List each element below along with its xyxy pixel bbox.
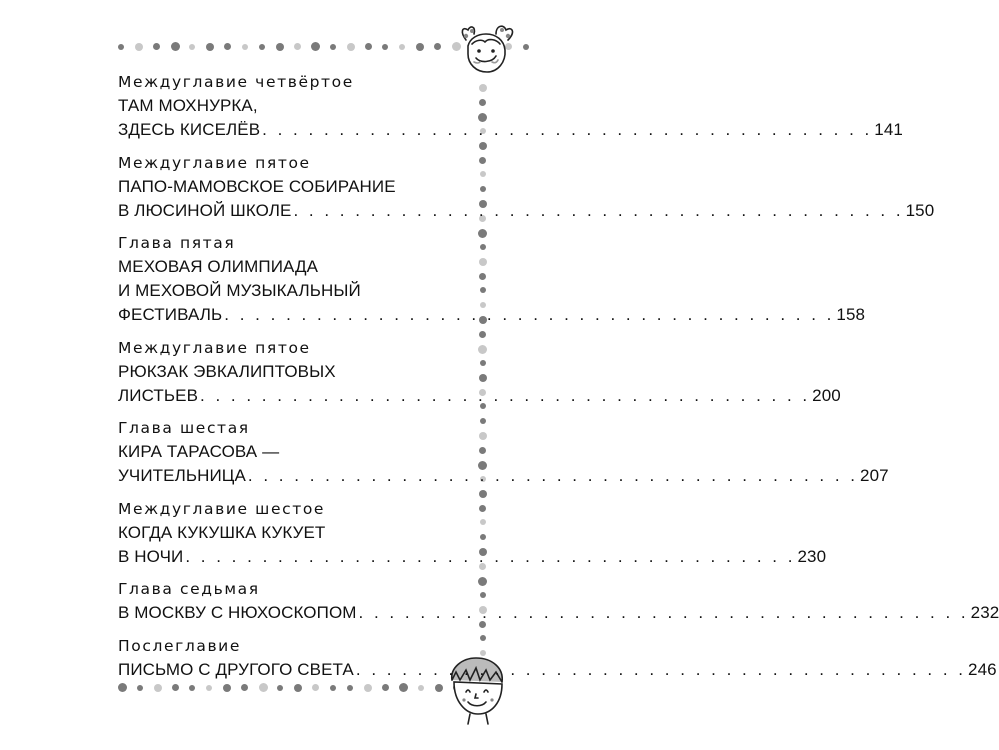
toc-entry[interactable] <box>118 151 935 223</box>
chapter-label: Глава пятая <box>118 234 236 252</box>
chapter-title-text: ЗДЕСЬ КИСЕЛЁВ <box>118 120 261 139</box>
chapter-title-line: КИРА ТАРАСОВА — <box>118 442 280 461</box>
border-dot <box>206 43 214 51</box>
toc-entry[interactable] <box>118 497 827 569</box>
border-dot <box>294 43 301 50</box>
chapter-title-line: ПАПО-МАМОВСКОЕ СОБИРАНИЕ <box>118 176 396 196</box>
border-dot <box>330 44 336 50</box>
border-dot <box>480 287 486 293</box>
page-number: 150 <box>905 200 935 220</box>
toc-entry[interactable] <box>118 416 889 488</box>
chapter-title-line: ТАМ МОХНУРКА, <box>118 96 258 115</box>
border-dot <box>523 44 529 50</box>
border-dot <box>382 44 388 50</box>
border-dot <box>480 635 486 641</box>
border-dot <box>416 43 424 51</box>
border-dot <box>434 43 441 50</box>
border-dot <box>189 44 195 50</box>
border-dot <box>480 186 486 192</box>
border-dot <box>478 577 487 586</box>
chapter-title-text: ПИСЬМО С ДРУГОГО СВЕТА <box>118 659 354 679</box>
chapter-title-last-line <box>118 118 903 142</box>
chapter-title-last-line <box>118 601 999 625</box>
dot-leader: . . . . . . . . . . . . . . . . . . . . . . . . . . . . . . . . . . . . . . . . <box>355 659 967 679</box>
border-dot <box>118 44 124 50</box>
border-dot <box>479 447 486 454</box>
chapter-label: Междуглавие четвёртое <box>118 73 354 91</box>
dot-leader: . . . . . . . . . . . . . . . . . . . . . . . . . . . . . . . . . . . . . . . . <box>293 200 904 220</box>
chapter-label: Глава шестая <box>118 419 250 437</box>
page-number: 200 <box>812 385 841 405</box>
chapter-title-last-line <box>118 545 827 569</box>
chapter-title-line: МЕХОВАЯ ОЛИМПИАДА <box>118 257 319 276</box>
chapter-label: Послеглавие <box>118 636 241 655</box>
dot-leader: . . . . . . . . . . . . . . . . . . . . . . . . . . . . . . . . . . . . . . . . <box>224 305 835 324</box>
border-dot <box>480 519 486 525</box>
page-number: 141 <box>874 120 903 139</box>
border-dot <box>259 44 265 50</box>
border-dot <box>479 273 486 280</box>
chapter-title-text: ФЕСТИВАЛЬ <box>118 305 223 324</box>
dot-leader: . . . . . . . . . . . . . . . . . . . . . . . . . . . . . . . . . . . . . . . . <box>185 546 796 566</box>
dot-leader: . . . . . . . . . . . . . . . . . . . . . . . . . . . . . . . . . . . . . . . . <box>200 385 811 405</box>
toc-entry[interactable] <box>118 336 841 408</box>
page-number: 230 <box>797 546 827 566</box>
toc-entry[interactable] <box>118 634 997 682</box>
toc-entry[interactable] <box>118 70 903 142</box>
chapter-title-last-line <box>118 199 935 223</box>
border-dot <box>479 142 487 150</box>
toc-entry[interactable] <box>118 231 866 327</box>
chapter-label: Междуглавие пятое <box>118 153 311 172</box>
page-number: 158 <box>836 305 866 324</box>
chapter-title-text: УЧИТЕЛЬНИЦА <box>118 466 246 485</box>
chapter-title-text: В ЛЮСИНОЙ ШКОЛЕ <box>118 200 292 220</box>
border-dot <box>479 99 486 106</box>
chapter-title-text: В НОЧИ <box>118 546 184 566</box>
border-dot <box>399 44 405 50</box>
table-of-contents <box>118 70 999 690</box>
page-number: 207 <box>860 466 889 485</box>
border-dot <box>365 43 372 50</box>
border-dot <box>242 44 248 50</box>
chapter-title-last-line <box>118 303 866 327</box>
chapter-title-last-line <box>118 658 997 682</box>
border-dot <box>479 157 486 164</box>
dot-leader: . . . . . . . . . . . . . . . . . . . . . . . . . . . . . . . . . . . . . . . . <box>358 603 969 622</box>
page-number: 232 <box>970 603 999 622</box>
chapter-title-last-line <box>118 384 841 408</box>
border-dot <box>480 592 486 598</box>
chapter-title-line: КОГДА КУКУШКА КУКУЕТ <box>118 522 326 542</box>
border-dot <box>479 490 487 498</box>
right-dot-border <box>478 84 487 664</box>
border-dot <box>479 331 486 338</box>
border-dot <box>311 42 320 51</box>
border-dot <box>480 171 486 177</box>
border-dot <box>479 505 486 512</box>
chapter-title-last-line <box>118 464 889 488</box>
border-dot <box>480 360 486 366</box>
dot-leader: . . . . . . . . . . . . . . . . . . . . . . . . . . . . . . . . . . . . . . . . <box>262 120 873 139</box>
border-dot <box>480 534 486 540</box>
page-number: 246 <box>968 659 997 679</box>
border-dot <box>135 43 143 51</box>
girl-face-icon <box>452 22 522 92</box>
chapter-title-line: И МЕХОВОЙ МУЗЫКАЛЬНЫЙ <box>118 281 361 300</box>
border-dot <box>479 374 487 382</box>
chapter-label: Междуглавие пятое <box>118 338 311 357</box>
border-dot <box>478 345 487 354</box>
chapter-title-line: РЮКЗАК ЭВКАЛИПТОВЫХ <box>118 361 336 381</box>
border-dot <box>479 258 487 266</box>
border-dot <box>480 244 486 250</box>
toc-entry[interactable] <box>118 577 999 625</box>
border-dot <box>153 43 160 50</box>
chapter-label: Междуглавие шестое <box>118 499 326 518</box>
border-dot <box>480 418 486 424</box>
border-dot <box>276 43 284 51</box>
chapter-title-text: В МОСКВУ С НЮХОСКОПОМ <box>118 603 357 622</box>
border-dot <box>478 229 487 238</box>
dot-leader: . . . . . . . . . . . . . . . . . . . . . . . . . . . . . . . . . . . . . . . . <box>247 466 859 485</box>
border-dot <box>347 43 355 51</box>
border-dot <box>171 42 180 51</box>
chapter-label: Глава седьмая <box>118 580 260 598</box>
border-dot <box>479 432 487 440</box>
chapter-title-text: ЛИСТЬЕВ <box>118 385 199 405</box>
border-dot <box>224 43 231 50</box>
